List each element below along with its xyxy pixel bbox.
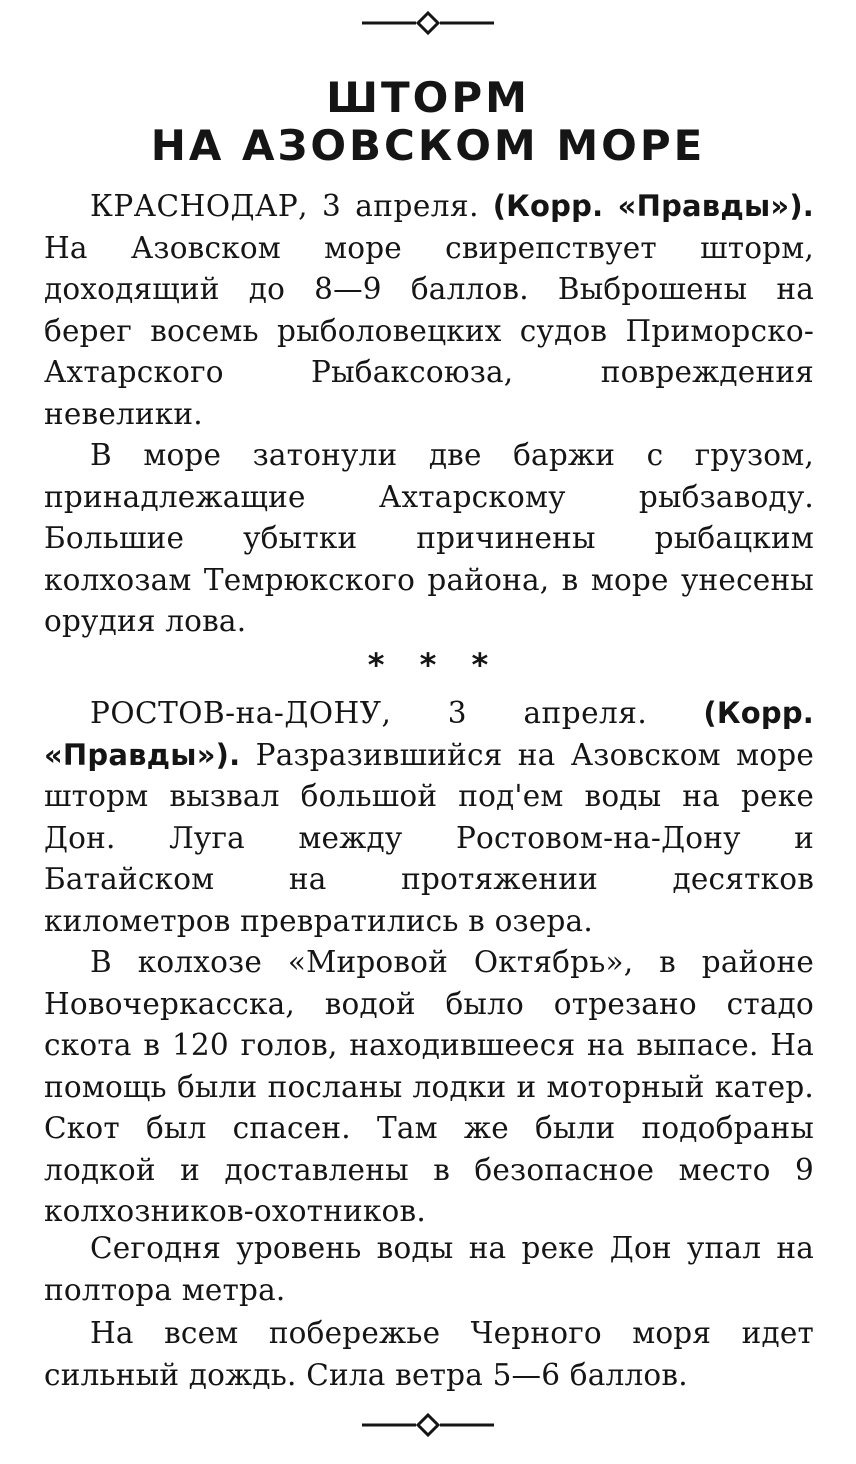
story1-dateline: КРАСНОДАР, 3 апреля. [90, 189, 480, 223]
story2-dateline: РОСТОВ-на-ДОНУ, 3 апреля. [90, 696, 648, 730]
story2-paragraph-1 [44, 693, 814, 942]
story1-paragraph-1 [44, 186, 814, 435]
story2-paragraph-4: На всем побережье Черного моря идет сильный дождь. Сила ветра 5—6 баллов. [44, 1316, 814, 1392]
story1-paragraph-2: В море затонули две баржи с грузом, принадлежащие Ахтарскому рыбзаводу. Большие убытки причинены рыбацким колхозам Темрюкского района, в море унесены орудия лова. [44, 438, 814, 638]
asterisk-separator: * * * [367, 646, 489, 684]
story1-paragraph-1-text: На Азовском море свирепствует шторм, доходящий до 8—9 баллов. Выброшены на берег восемь рыболовецких судов Приморско-Ахтарского Рыбаксоюза, повреждения невелики. [44, 230, 814, 431]
story2-paragraph-2: В колхозе «Мировой Октябрь», в районе Новочеркасска, водой было отрезано стадо скота в 120 голов, находившееся на выпасе. На помощь были посланы лодки и моторный катер. Скот был спасен. Там же были подобраны лодкой и доставлены в безопасное место 9 колхозников-охотников. [44, 945, 814, 1228]
story2-paragraph-3: Сегодня уровень воды на реке Дон упал на полтора метра. [44, 1231, 814, 1307]
headline-line-1: ШТОРМ [326, 73, 530, 122]
story2-credit: (Корр. «Правды»). [44, 696, 815, 772]
headline-line-2: НА АЗОВСКОМ МОРЕ [150, 121, 706, 170]
bottom-ornament-divider [0, 1410, 856, 1440]
top-ornament-divider [0, 8, 856, 38]
story1-credit: (Корр. «Правды»). [492, 189, 814, 223]
story2-paragraph-1-text: Разразившийся на Азовском море шторм вызвал большой под'ем воды на реке Дон. Луга между Ростовом-на-Дону и Батайском на протяжении десятков километров превратились в озера. [44, 737, 814, 938]
